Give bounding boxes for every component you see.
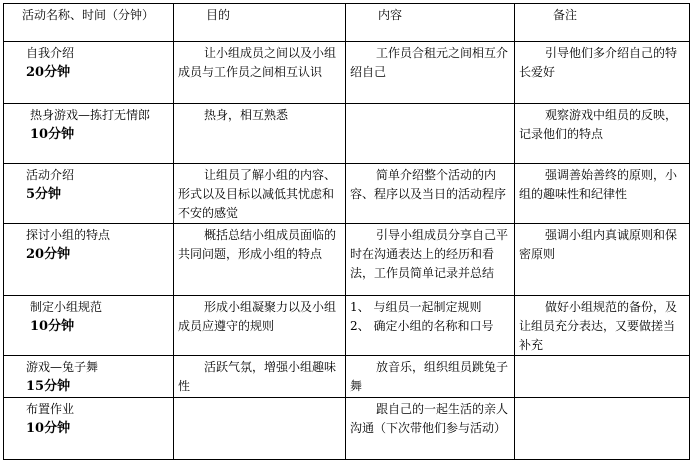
table-row: [4, 296, 690, 356]
activity-plan-table: [3, 3, 690, 460]
content-cell: 放音乐，组织组员跳兔子舞: [346, 356, 515, 398]
table-row: [4, 398, 690, 460]
activity-cell: 布置作业 10分钟: [4, 398, 174, 460]
activity-cell: 游戏—兔子舞 15分钟: [4, 356, 174, 398]
note-cell: [515, 398, 690, 460]
header-row: [4, 4, 690, 42]
content-list-item: 1、 与组员一起制定规则: [350, 300, 482, 314]
note-cell: 强调小组内真诚原则和保密原则: [515, 224, 690, 296]
activity-cell: 探讨小组的特点 20分钟: [4, 224, 174, 296]
purpose-cell: 让小组成员之间以及小组成员与工作员之间相互认识: [174, 42, 346, 104]
purpose-cell: 概括总结小组成员面临的共同问题，形成小组的特点: [174, 224, 346, 296]
note-cell: 强调善始善终的原则，小组的趣味性和纪律性: [515, 164, 690, 224]
content-list-item: 2、 确定小组的名称和口号: [350, 319, 494, 333]
header-activity: 活动名称、时间（分钟）: [4, 4, 174, 42]
table-row: [4, 42, 690, 104]
header-purpose: 目的: [174, 4, 346, 42]
purpose-cell: 让组员了解小组的内容、形式以及目标以减低其忧虑和不安的感觉: [174, 164, 346, 224]
note-cell: [515, 356, 690, 398]
content-cell: 简单介绍整个活动的内容、程序以及当日的活动程序: [346, 164, 515, 224]
note-cell: 观察游戏中组员的反映，记录他们的特点: [515, 104, 690, 164]
purpose-cell: 形成小组凝聚力以及小组成员应遵守的规则: [174, 296, 346, 356]
activity-cell: 自我介绍 20分钟: [4, 42, 174, 104]
content-cell: [346, 104, 515, 164]
activity-cell: 制定小组规范 10分钟: [4, 296, 174, 356]
content-cell: [346, 296, 515, 356]
content-cell: 跟自己的一起生活的亲人沟通（下次带他们参与活动）: [346, 398, 515, 460]
content-cell: 引导小组成员分享自己平时在沟通表达上的经历和看法，工作员简单记录并总结: [346, 224, 515, 296]
purpose-cell: 热身，相互熟悉: [174, 104, 346, 164]
activity-cell: 活动介绍 5分钟: [4, 164, 174, 224]
note-cell: 引导他们多介绍自己的特长爱好: [515, 42, 690, 104]
content-cell: 工作员合租元之间相互介绍自己: [346, 42, 515, 104]
table-row: [4, 164, 690, 224]
activity-cell: 热身游戏—拣打无情郎 10分钟: [4, 104, 174, 164]
header-content: 内容: [346, 4, 515, 42]
table-row: [4, 356, 690, 398]
purpose-cell: 活跃气氛，增强小组趣味性: [174, 356, 346, 398]
note-cell: 做好小组规范的备份，及让组员充分表达，又要做搓当补充: [515, 296, 690, 356]
purpose-cell: [174, 398, 346, 460]
table-row: [4, 104, 690, 164]
header-note: 备注: [515, 4, 690, 42]
table-row: [4, 224, 690, 296]
